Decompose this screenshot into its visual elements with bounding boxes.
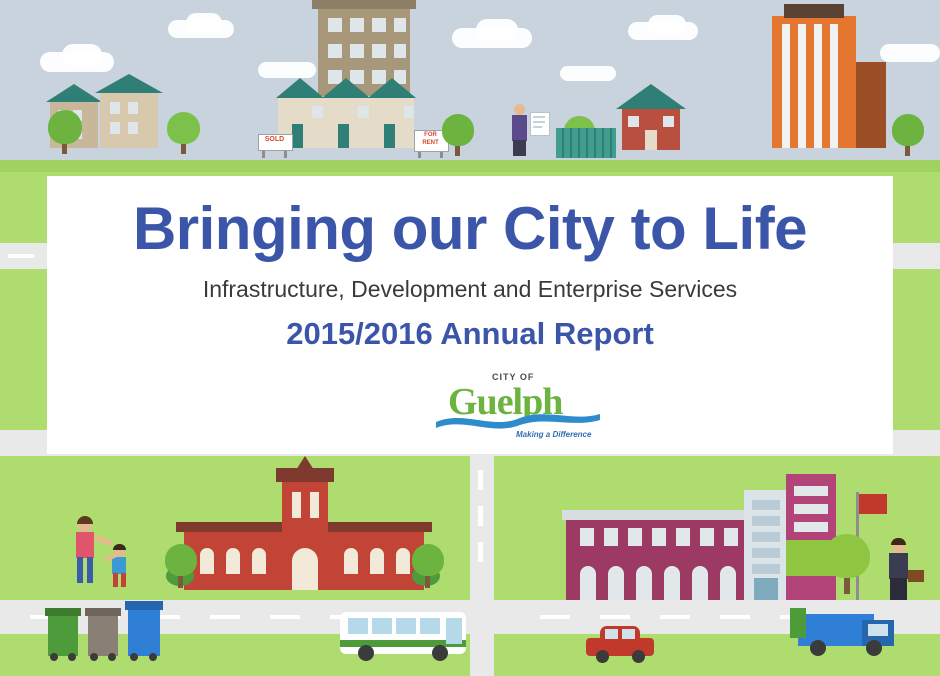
road-dash xyxy=(720,615,750,619)
road-dash xyxy=(478,470,483,490)
civic-arch-window xyxy=(608,566,624,600)
cart-wheel xyxy=(130,653,138,661)
logo-city-of-text: CITY OF xyxy=(492,372,535,382)
station-door xyxy=(292,548,318,590)
tree-icon xyxy=(167,112,200,144)
sold-text: SOLD xyxy=(264,136,285,143)
roof-icon xyxy=(322,78,370,98)
businessperson-hair xyxy=(891,538,906,545)
road-dash xyxy=(478,542,483,562)
bus-window xyxy=(420,618,440,634)
businessperson-legs xyxy=(890,578,907,600)
logo-tagline: Making a Difference xyxy=(516,430,592,439)
townhouse-door xyxy=(338,124,349,148)
cart-wheel xyxy=(108,653,116,661)
road-dash xyxy=(660,615,690,619)
pedestrian-legs xyxy=(513,140,526,156)
roof-icon xyxy=(276,78,324,98)
road-dash xyxy=(210,615,240,619)
parent-leg xyxy=(87,557,93,583)
bus-wheel xyxy=(358,645,374,661)
cloud-icon xyxy=(880,44,940,62)
bus-door xyxy=(446,618,462,644)
civic-arch-window xyxy=(664,566,680,600)
building-roof-cap xyxy=(312,0,416,9)
roof-icon xyxy=(95,74,163,93)
page-subtitle: Infrastructure, Development and Enterprise Services xyxy=(202,276,738,302)
roof-icon xyxy=(46,84,102,102)
child-leg xyxy=(113,573,118,587)
bus-window xyxy=(348,618,368,634)
cloud-icon xyxy=(476,19,518,41)
pedestrian-head xyxy=(514,104,525,115)
waste-cart-blue xyxy=(128,608,160,656)
station-tower-window xyxy=(310,492,319,518)
building-annex xyxy=(856,62,886,148)
for-rent-line2: RENT xyxy=(422,140,439,146)
road-dash xyxy=(478,506,483,526)
waste-cart-lid xyxy=(85,608,121,616)
bus-window xyxy=(396,618,416,634)
for-rent-line1: FOR xyxy=(424,132,437,138)
logo-swoosh-icon xyxy=(434,408,602,430)
guelph-logo xyxy=(430,372,610,444)
station-tower xyxy=(282,480,328,532)
tree-icon xyxy=(165,544,197,576)
grass-band xyxy=(0,160,940,172)
briefcase-icon xyxy=(908,570,924,582)
station-window xyxy=(396,548,410,574)
flag-icon xyxy=(859,494,887,514)
civic-arch-window xyxy=(580,566,596,600)
waste-cart-green xyxy=(48,614,78,656)
station-window xyxy=(226,548,240,574)
cloud-icon xyxy=(258,62,316,78)
station-window xyxy=(370,548,384,574)
truck-cab-window xyxy=(868,624,888,636)
truck-wheel xyxy=(810,640,826,656)
cart-wheel xyxy=(50,653,58,661)
civic-arch-window xyxy=(692,566,708,600)
waste-cart-lid xyxy=(125,601,163,610)
businessperson-body xyxy=(889,553,908,579)
parent-body xyxy=(76,532,94,558)
truck-wheel xyxy=(866,640,882,656)
house-door xyxy=(645,130,657,150)
cloud-icon xyxy=(560,66,616,81)
civic-arch-window xyxy=(636,566,652,600)
tree-icon xyxy=(442,114,474,146)
report-year-line: 2015/2016 Annual Report xyxy=(286,316,654,351)
civic-arch-window xyxy=(720,566,736,600)
bus-window xyxy=(372,618,392,634)
truck-load-arm xyxy=(790,608,806,638)
road-dash xyxy=(540,615,570,619)
cart-wheel xyxy=(149,653,157,661)
road-dash xyxy=(600,615,630,619)
waste-cart-lid xyxy=(45,608,81,616)
cloud-icon xyxy=(62,44,102,66)
child-hair xyxy=(113,544,126,550)
tree-icon xyxy=(412,544,444,576)
car-window xyxy=(605,629,618,639)
bus-wheel xyxy=(432,645,448,661)
tree-icon xyxy=(48,110,82,144)
car-window xyxy=(622,629,635,639)
building-roof-cap xyxy=(784,4,844,18)
cloud-icon xyxy=(648,15,686,34)
station-window xyxy=(252,548,266,574)
station-window xyxy=(200,548,214,574)
roof-icon xyxy=(368,78,416,98)
roof-icon xyxy=(616,84,686,109)
cart-wheel xyxy=(68,653,76,661)
parent-leg xyxy=(77,557,83,583)
title-card xyxy=(47,176,893,454)
cloud-icon xyxy=(186,13,222,33)
sold-sign-label xyxy=(258,136,291,147)
child-body xyxy=(112,557,126,574)
page-title: Bringing our City to Life xyxy=(132,195,808,262)
child-leg xyxy=(121,573,126,587)
tree-icon xyxy=(892,114,924,146)
building-house-left-2 xyxy=(100,92,158,148)
car-wheel xyxy=(632,650,645,663)
station-spire-icon xyxy=(296,456,314,470)
station-tower-roof xyxy=(276,468,334,482)
road-dash xyxy=(8,254,34,258)
civic-building-cornice xyxy=(562,510,760,520)
townhouse-door xyxy=(292,124,303,148)
waste-cart-grey xyxy=(88,614,118,656)
logo-wordmark: Guelph xyxy=(448,381,563,423)
pedestrian-body xyxy=(512,115,527,141)
station-window xyxy=(344,548,358,574)
road-dash xyxy=(270,615,300,619)
cart-wheel xyxy=(90,653,98,661)
car-wheel xyxy=(596,650,609,663)
townhouse-door xyxy=(384,124,395,148)
tree-icon xyxy=(824,534,870,578)
station-tower-window xyxy=(292,492,301,518)
civic-entrance xyxy=(754,578,778,600)
